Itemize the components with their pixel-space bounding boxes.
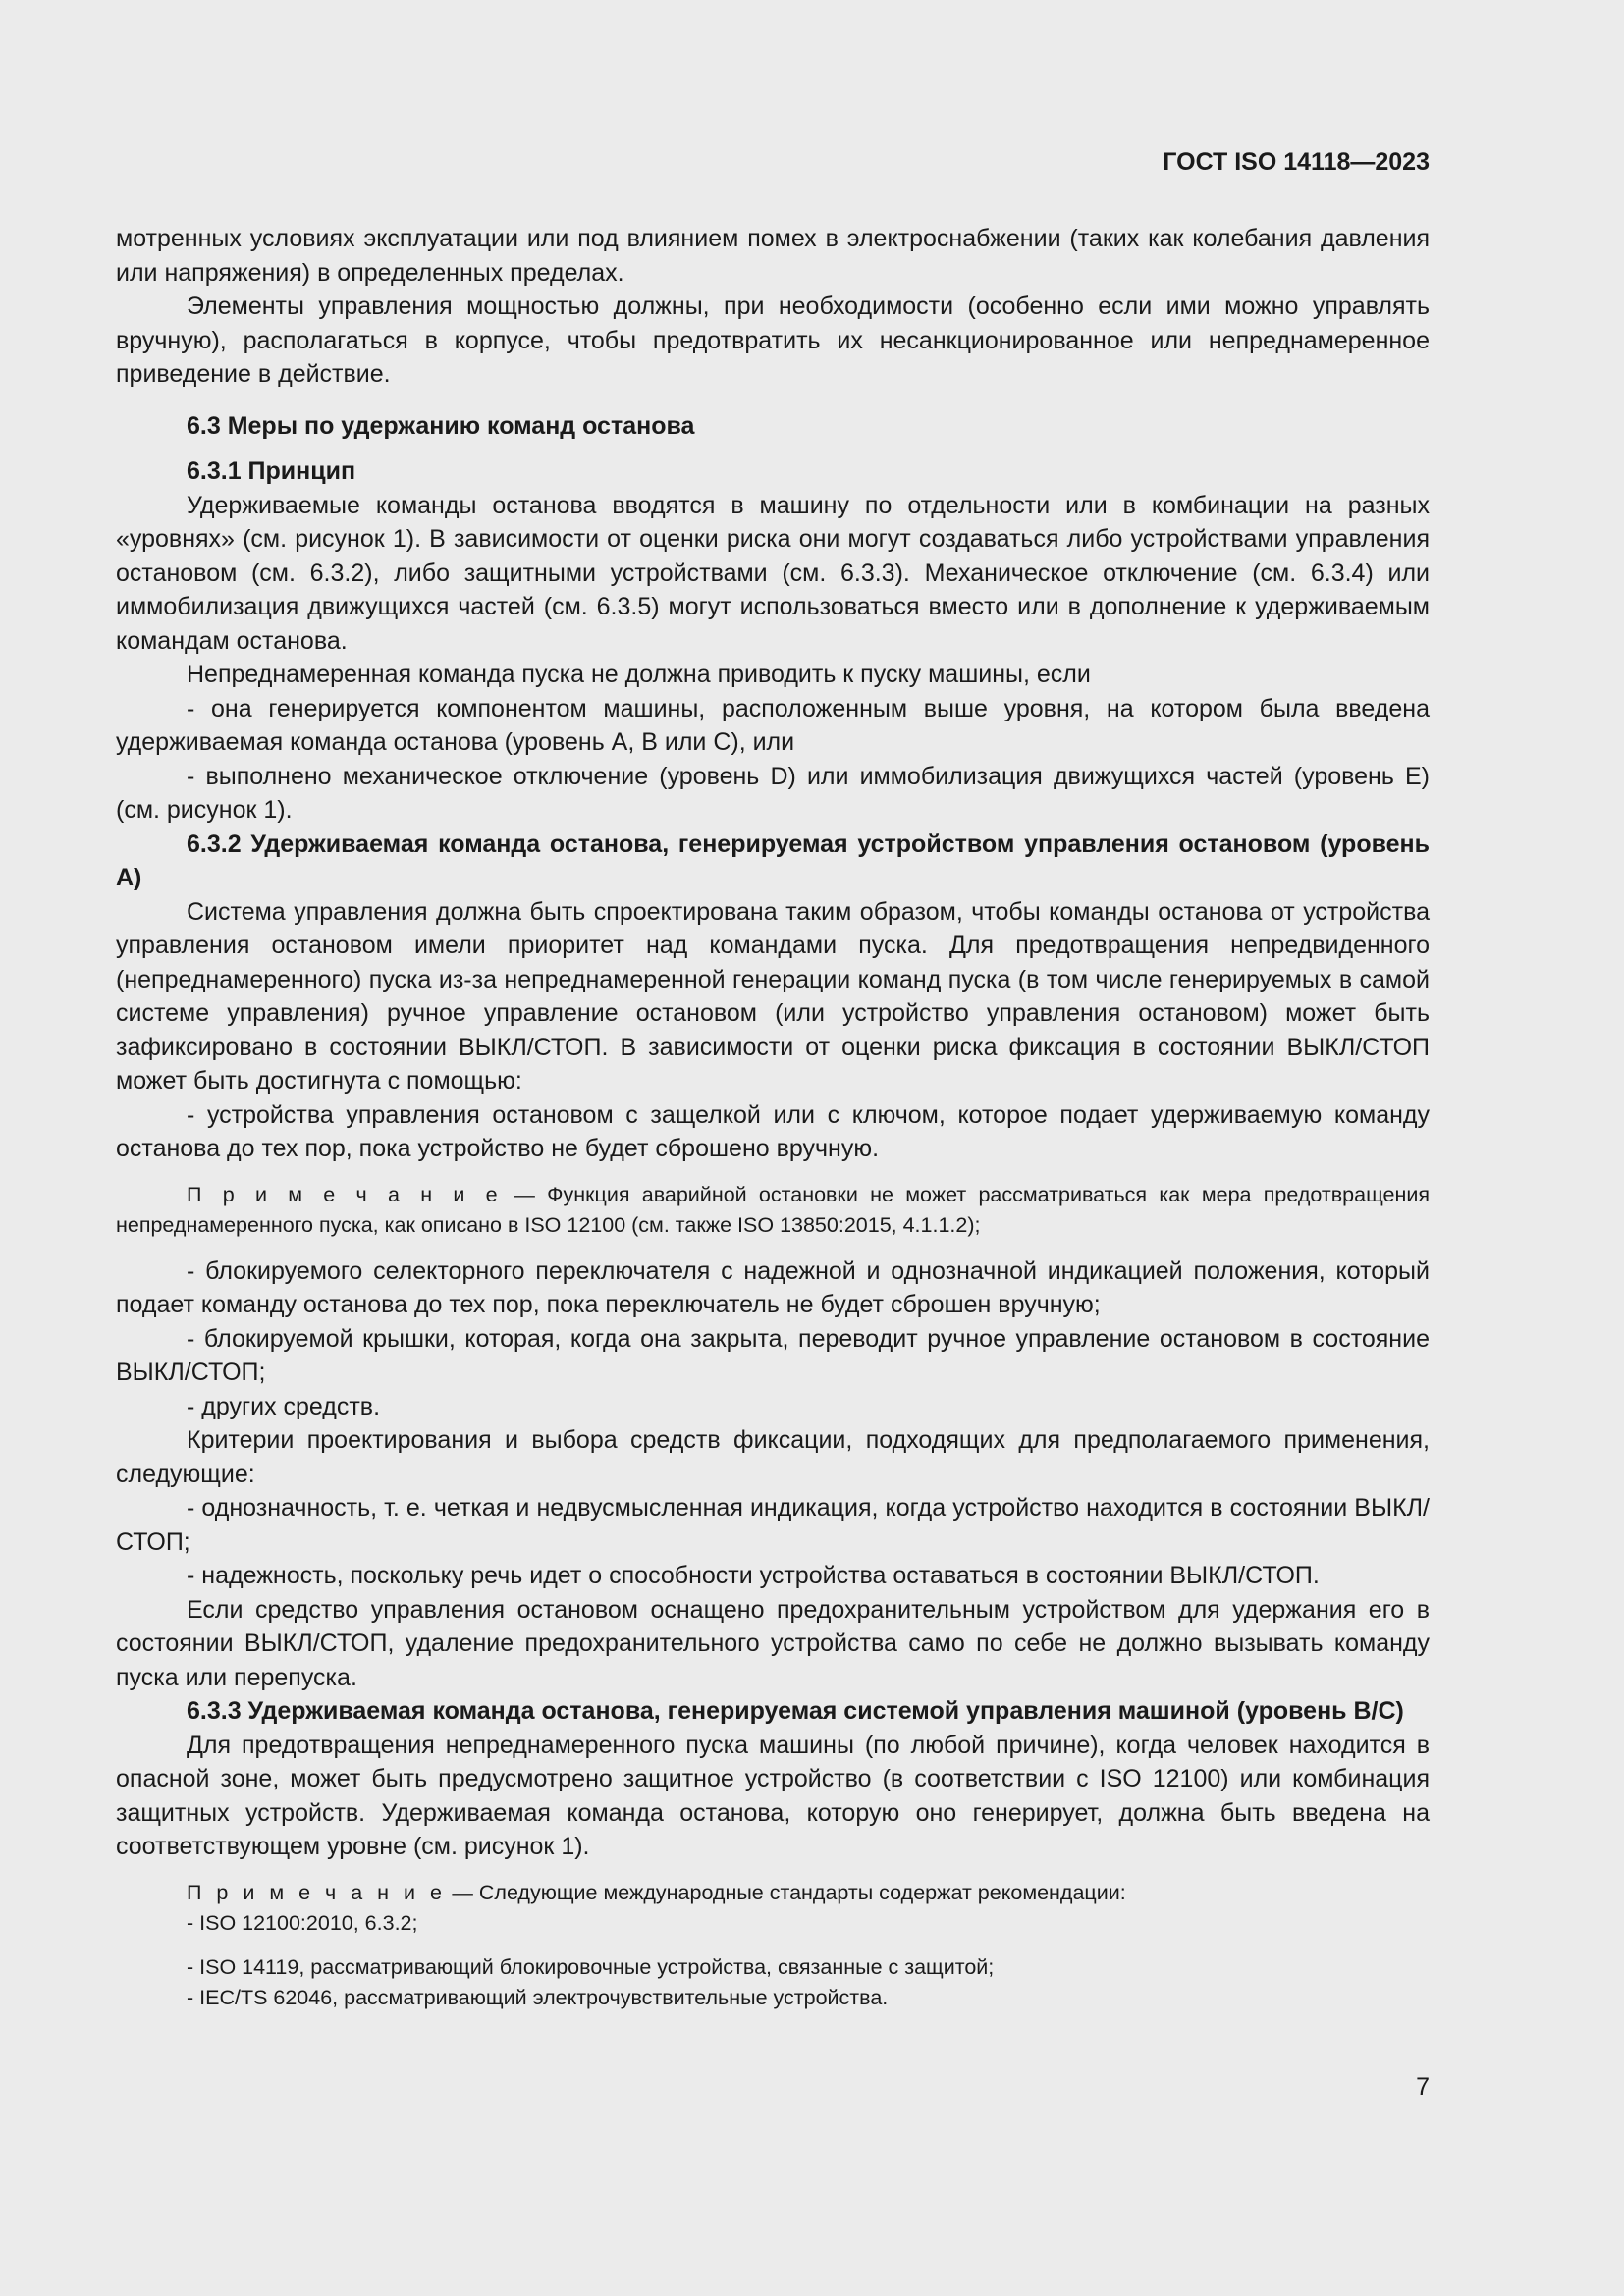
paragraph: Система управления должна быть спроектирована таким образом, чтобы команды останова от устройства управления остановом имели приоритет над командами пуска. Для предотвращения непредвиденного (непреднамеренного) пуска из-за непреднамеренной генерации команд пуска (в том числе генерируемых в самой системе управления) ручное управление остановом (или устройство управления остановом) может быть зафиксировано в состоянии ВЫКЛ/СТОП. В зависимости от оценки риска фиксация в состоянии ВЫКЛ/СТОП может быть достигнута с помощью: — [116, 897, 1430, 1095]
paragraph: Если средство управления остановом оснащено предохранительным устройством для удержания его в состоянии ВЫКЛ/СТОП, удаление предохранительного устройства само по себе не должно вызывать команду пуска или перепуска. — [116, 1595, 1430, 1691]
paragraph: Критерии проектирования и выбора средств фиксации, подходящих для предполагаемого применения, следующие: — [116, 1426, 1430, 1488]
document-header: ГОСТ ISO 14118—2023 — [1163, 148, 1430, 176]
section-heading-6-3: 6.3 Меры по удержанию команд останова — [187, 411, 695, 440]
section-heading-6-3-3: 6.3.3 Удерживаемая команда останова, генерируемая системой управления машиной (уровень B/C) — [187, 1697, 1404, 1725]
section-heading-6-3-1: 6.3.1 Принцип — [187, 457, 356, 485]
paragraph: Удерживаемые команды останова вводятся в машину по отдельности или в комбинации на разных «уровнях» (см. рисунок 1). В зависимости от оценки риска они могут создаваться либо устройствами управления остановом (см. 6.3.2), либо защитными устройствами (см. 6.3.3). Механическое отключение (см. 6.3.4) или иммобилизация движущихся частей (см. 6.3.5) могут использоваться вместо или в дополнение к удерживаемым командам останова. — [116, 491, 1430, 655]
list-item: - она генерируется компонентом машины, расположенным выше уровня, на котором была введена удерживаемая команда останова (уровень A, B или C), или — [116, 694, 1430, 756]
note — [116, 1180, 1430, 1241]
list-item: - блокируемой крышки, которая, когда она закрыта, переводит ручное управление остановом в состояние ВЫКЛ/СТОП; — [116, 1324, 1430, 1386]
paragraph: Для предотвращения непреднамеренного пуска машины (по любой причине), когда человек находится в опасной зоне, может быть предусмотрено защитное устройство (в соответствии с ISO 12100) или комбинация защитных устройств. Удерживаемая команда останова, которую оно генерирует, должна быть введена на соответствующем уровне (см. рисунок 1). — [116, 1731, 1430, 1860]
list-item: - других средств. — [187, 1392, 381, 1420]
note-label: П р и м е ч а н и е — [187, 1880, 447, 1904]
list-item: - однозначность, т. е. четкая и недвусмысленная индикация, когда устройство находится в состоянии ВЫКЛ/СТОП; — [116, 1494, 1430, 1556]
note-label: П р и м е ч а н и е — [187, 1182, 503, 1206]
list-item: - блокируемого селекторного переключателя с надежной и однозначной индикацией положения, который подает команду останова до тех пор, пока переключатель не будет сброшен вручную; — [116, 1256, 1430, 1318]
list-item: - выполнено механическое отключение (уровень D) или иммобилизация движущихся частей (уровень E) (см. рисунок 1). — [116, 762, 1430, 824]
paragraph: мотренных условиях эксплуатации или под влиянием помех в электроснабжении (таких как колебания давления или напряжения) в определенных пределах. — [116, 225, 1430, 287]
page-number: 7 — [1416, 2073, 1430, 2101]
note-text: — Функция аварийной остановки не может рассматриваться как мера предотвращения непреднамеренного пуска, как описано в ISO 12100 (см. также ISO 13850:2015, 4.1.1.2); — [116, 1182, 1431, 1237]
note-list-item: - ISO 14119, рассматривающий блокировочные устройства, связанные с защитой; — [187, 1954, 995, 1979]
list-item: - устройства управления остановом с защелкой или с ключом, которое подает удерживаемую команду останова до тех пор, пока устройство не будет сброшено вручную. — [116, 1100, 1430, 1162]
paragraph: Элементы управления мощностью должны, при необходимости (особенно если ими можно управлять вручную), располагаться в корпусе, чтобы предотвратить их несанкционированное или непреднамеренное приведение в действие. — [116, 293, 1430, 388]
note-list-item: - ISO 12100:2010, 6.3.2; — [187, 1910, 418, 1935]
note-list-item: - IEC/TS 62046, рассматривающий электрочувствительные устройства. — [187, 1985, 889, 2009]
list-item: - надежность, поскольку речь идет о способности устройства оставаться в состоянии ВЫКЛ/СТОП. — [187, 1562, 1320, 1589]
paragraph: Непреднамеренная команда пуска не должна приводить к пуску машины, если — [187, 661, 1091, 688]
note-text: — Следующие международные стандарты содержат рекомендации: — [446, 1880, 1126, 1904]
section-heading-6-3-2: 6.3.2 Удерживаемая команда останова, генерируемая устройством управления остановом (уровень A) — [116, 829, 1430, 891]
note — [116, 1878, 1430, 1908]
